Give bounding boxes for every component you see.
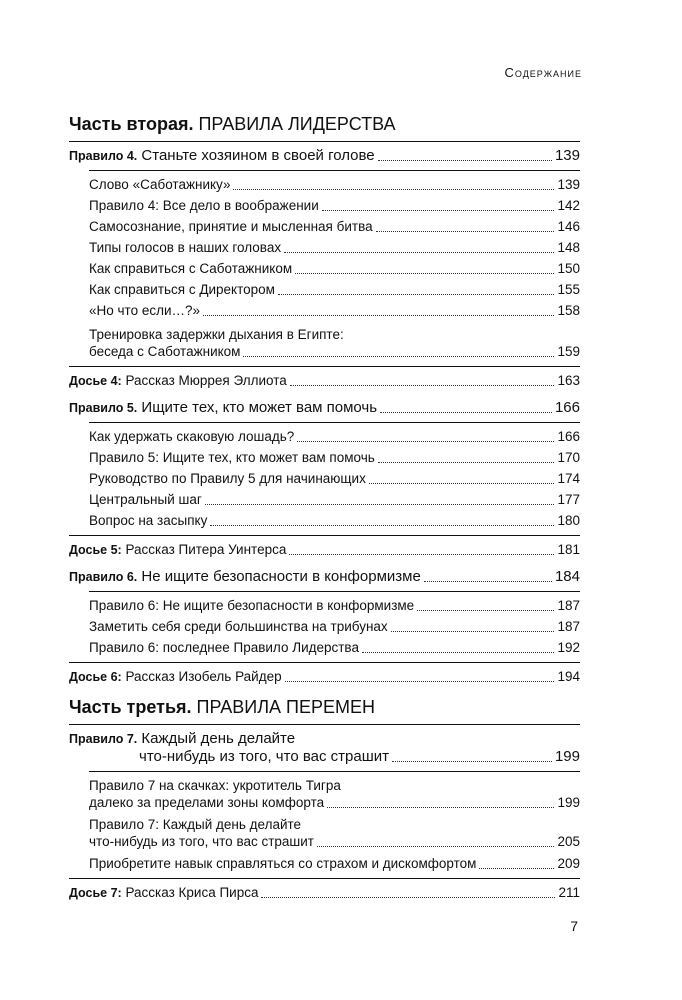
rule-4-item-title: Правило 4: Все дело в воображении [89, 198, 319, 213]
leader-dots [295, 273, 554, 274]
leader-dots [392, 761, 552, 762]
rule-5-item-title: Вопрос на засыпку [89, 513, 208, 528]
toc-entry-rule-6-item[interactable] [69, 639, 580, 657]
leader-dots [378, 462, 555, 463]
dossier-4-title: Рассказ Мюррея Эллиота [121, 373, 287, 388]
rule-5-item-page: 177 [557, 492, 580, 507]
rule-5-item-page: 170 [557, 450, 580, 465]
rule-6-tag: Правило 6. [69, 570, 138, 584]
rule-4-item-page: 146 [557, 219, 580, 234]
leader-dots [205, 504, 555, 505]
rule-7-multi-2-line1: Правило 7: Каждый день делайте [89, 817, 302, 832]
part-two-title-bold: Часть вторая. [69, 114, 194, 134]
leader-dots [380, 412, 552, 413]
rule-7-line1: Каждый день делайте [137, 730, 296, 747]
toc-entry-rule-5-item[interactable] [69, 470, 580, 488]
leader-dots [317, 846, 554, 847]
toc-entry-rule-4-item[interactable] [69, 218, 580, 236]
toc-entry-rule-4-item[interactable] [69, 239, 580, 257]
toc-entry-rule-5-item[interactable] [69, 512, 580, 530]
leader-dots [210, 525, 554, 526]
rule-4-item-page: 148 [557, 240, 580, 255]
rule-5-item-title: Руководство по Правилу 5 для начинающих [89, 471, 366, 486]
rule-5-item-title: Центральный шаг [89, 492, 202, 507]
toc-entry-rule-5-item[interactable] [69, 428, 580, 446]
leader-dots [376, 231, 555, 232]
rule-4-multi-line1: Тренировка задержки дыхания в Египте: [89, 327, 344, 342]
leader-dots [297, 441, 554, 442]
toc-entry-multiline[interactable] [69, 816, 580, 851]
leader-dots [278, 294, 555, 295]
rule-6-item-title: Заметить себя среди большинства на трибунах [89, 619, 388, 634]
leader-dots [327, 807, 554, 808]
leader-dots [285, 681, 555, 682]
rule-4-tag: Правило 4. [69, 149, 138, 163]
rule-4-multi-page: 159 [557, 344, 580, 359]
leader-dots [290, 385, 555, 386]
dossier-5-tag: Досье 5: [69, 543, 122, 557]
rule-7-multi-1-page: 199 [557, 795, 580, 810]
rule-4-item-page: 150 [557, 261, 580, 276]
part-three-title [69, 696, 580, 718]
toc-entry-multiline[interactable] [69, 777, 580, 812]
dossier-6-tag: Досье 6: [69, 670, 122, 684]
page-number: 7 [570, 918, 578, 934]
rule-7-item-page: 209 [557, 856, 580, 871]
dossier-5-title: Рассказ Питера Уинтерса [121, 542, 287, 557]
rule-4-item-page: 158 [557, 303, 580, 318]
rule-5-item-page: 180 [557, 513, 580, 528]
toc-entry-rule-6[interactable] [69, 568, 580, 586]
rule-4-item-title: Слово «Саботажнику» [89, 177, 231, 192]
dossier-7-page: 211 [558, 885, 580, 900]
rule-5-item-title: Правило 5: Ищите тех, кто может вам помочь [89, 450, 375, 465]
rule-7-multi-2-line2: что-нибудь из того, что вас страшит [89, 834, 314, 849]
rule-6-item-title: Правило 6: последнее Правило Лидерства [89, 640, 359, 655]
dossier-7-title: Рассказ Криса Пирса [121, 885, 259, 900]
group-divider [89, 591, 580, 592]
toc-entry-rule-6-item[interactable] [69, 618, 580, 636]
toc-entry-dossier-5[interactable] [69, 541, 580, 559]
toc-entry-rule-5[interactable] [69, 399, 580, 417]
rule-4-item-page: 142 [557, 198, 580, 213]
rule-6-item-page: 187 [557, 619, 580, 634]
part-two-title-rest: ПРАВИЛА ЛИДЕРСТВА [193, 114, 396, 134]
leader-dots [261, 897, 555, 898]
dossier-4-tag: Досье 4: [69, 374, 122, 388]
rule-5-page: 166 [554, 399, 580, 416]
group-divider [69, 535, 580, 536]
group-divider [69, 878, 580, 879]
part-three-title-bold: Часть третья. [69, 697, 192, 717]
leader-dots [243, 356, 554, 357]
rule-5-title: Ищите тех, кто может вам помочь [137, 399, 378, 416]
part-three-title-rest: ПРАВИЛА ПЕРЕМЕН [191, 697, 375, 717]
group-divider [69, 366, 580, 367]
toc-entry-rule-4-item[interactable] [69, 176, 580, 194]
dossier-4-page: 163 [557, 373, 580, 388]
leader-dots [362, 652, 555, 653]
rule-4-item-page: 139 [557, 177, 580, 192]
rule-6-title: Не ищите безопасности в конформизме [137, 568, 421, 585]
rule-4-item-title: Типы голосов в наших головах [89, 240, 282, 255]
toc-entry-rule-5-item[interactable] [69, 449, 580, 467]
rule-4-page: 139 [554, 147, 580, 164]
rule-7-multi-2-page: 205 [557, 834, 580, 849]
leader-dots [378, 160, 552, 161]
part-two-section [69, 113, 580, 686]
rule-4-item-title: «Но что если…?» [89, 303, 201, 318]
rule-7-multi-1-line1: Правило 7 на скачках: укротитель Тигра [89, 778, 341, 793]
leader-dots [289, 554, 554, 555]
leader-dots [417, 610, 554, 611]
group-divider [69, 662, 580, 663]
rule-4-item-page: 155 [557, 282, 580, 297]
leader-dots [391, 631, 555, 632]
group-divider [89, 422, 580, 423]
part-two-title [69, 113, 580, 135]
rule-6-item-title: Правило 6: Не ищите безопасности в конформизме [89, 598, 415, 613]
dossier-7-tag: Досье 7: [69, 886, 122, 900]
leader-dots [369, 483, 555, 484]
toc-entry-rule-7-item[interactable] [69, 855, 580, 873]
rule-7-multi-1-line2: далеко за пределами зоны комфорта [89, 795, 325, 810]
rule-7-item-title: Приобретите навык справляться со страхом и дискомфортом [89, 856, 477, 871]
toc-entry-rule-4-item[interactable] [69, 260, 580, 278]
leader-dots [203, 315, 554, 316]
toc-entry-rule-7[interactable] [69, 730, 580, 766]
leader-dots [233, 189, 554, 190]
group-divider [89, 170, 580, 171]
dossier-6-page: 194 [557, 669, 580, 684]
rule-6-item-page: 192 [557, 640, 580, 655]
toc-entry-dossier-7[interactable] [69, 884, 580, 902]
rule-4-item-title: Как справиться с Саботажником [89, 261, 293, 276]
group-divider [89, 771, 580, 772]
toc-entry-multiline[interactable] [69, 326, 580, 361]
rule-5-tag: Правило 5. [69, 401, 138, 415]
part-three-section [69, 696, 580, 902]
rule-4-item-title: Как справиться с Директором [89, 282, 275, 297]
rule-6-item-page: 187 [557, 598, 580, 613]
toc-entry-rule-4-item[interactable] [69, 197, 580, 215]
toc-entry-rule-4[interactable] [69, 147, 580, 165]
leader-dots [322, 210, 555, 211]
toc-entry-rule-4-item[interactable] [69, 281, 580, 299]
dossier-6-title: Рассказ Изобель Райдер [121, 669, 282, 684]
toc-entry-rule-5-item[interactable] [69, 491, 580, 509]
rule-6-page: 184 [554, 568, 580, 585]
rule-7-line2: что-нибудь из того, что вас страшит [139, 748, 389, 765]
toc-entry-rule-6-item[interactable] [69, 597, 580, 615]
rule-5-item-title: Как удержать скаковую лошадь? [89, 429, 295, 444]
toc-entry-dossier-6[interactable] [69, 668, 580, 686]
running-header: Содержание [504, 65, 582, 80]
rule-5-item-page: 166 [557, 429, 580, 444]
toc-entry-rule-4-item[interactable] [69, 302, 580, 320]
rule-4-title: Станьте хозяином в своей голове [137, 147, 375, 164]
leader-dots [424, 581, 552, 582]
rule-4-multi-line2: беседа с Саботажником [89, 344, 241, 359]
toc-entry-dossier-4[interactable] [69, 372, 580, 390]
leader-dots [479, 868, 554, 869]
leader-dots [284, 252, 554, 253]
rule-5-item-page: 174 [557, 471, 580, 486]
rule-7-page: 199 [554, 748, 580, 765]
dossier-5-page: 181 [557, 542, 580, 557]
rule-7-tag: Правило 7. [69, 732, 138, 746]
rule-4-item-title: Самосознание, принятие и мысленная битва [89, 219, 373, 234]
